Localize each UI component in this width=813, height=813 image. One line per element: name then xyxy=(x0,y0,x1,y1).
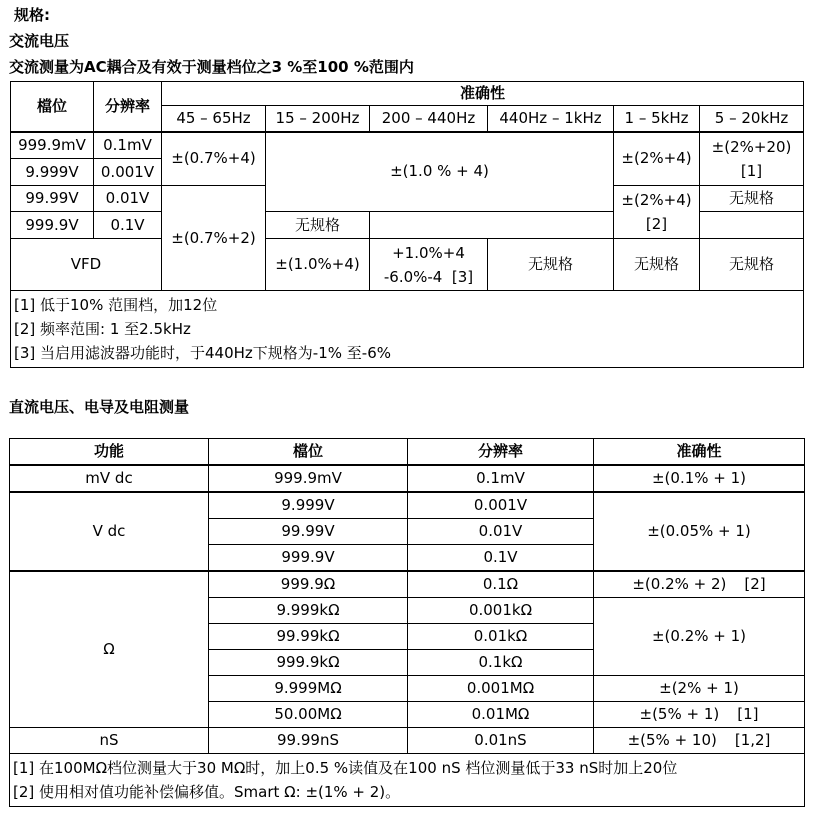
ac-acc-1-5k-high xyxy=(614,186,700,239)
ac-freq-45-65: 45 – 65Hz xyxy=(162,106,266,132)
ac-res-9999v-2: 0.01V xyxy=(94,186,162,212)
ac-vfd-200-440 xyxy=(370,239,488,291)
ac-freq-1-5k: 1 – 5kHz xyxy=(614,106,700,132)
dc-ohm-acc-6-note: [1] xyxy=(737,705,759,723)
dc-v-acc: ±(0.05% + 1) xyxy=(594,492,805,571)
dc-mv-function: mV dc xyxy=(10,465,209,492)
dc-ns-range: 99.99nS xyxy=(209,728,408,754)
dc-header-function: 功能 xyxy=(10,439,209,466)
ac-acc-5-20k-low-note: [1] xyxy=(740,161,763,180)
dc-ohm-acc-6-value: ±(5% + 1) xyxy=(639,705,720,723)
dc-ohm-range-6: 50.00MΩ xyxy=(209,702,408,728)
dc-ohm-range-3: 99.99kΩ xyxy=(209,624,408,650)
ac-range-9999v: 9.999V xyxy=(11,159,94,186)
ac-range-9999v-3: 999.9V xyxy=(11,212,94,239)
ac-acc-1-5k-low: ±(2%+4) xyxy=(614,132,700,186)
ac-header-resolution: 分辨率 xyxy=(94,82,162,132)
dc-ohm-res-2: 0.001kΩ xyxy=(408,598,594,624)
dc-mv-range: 999.9mV xyxy=(209,465,408,492)
ac-range-9999v-2: 99.99V xyxy=(11,186,94,212)
dc-header-range: 檔位 xyxy=(209,439,408,466)
ac-vfd-15-200: ±(1.0%+4) xyxy=(266,239,370,291)
ac-vfd-1-5k: 无规格 xyxy=(614,239,700,291)
ac-note-1: [1] 低于10% 范围档，加12位 xyxy=(14,296,218,314)
dc-ohm-range-4: 999.9kΩ xyxy=(209,650,408,676)
dc-ohm-res-3: 0.01kΩ xyxy=(408,624,594,650)
dc-ohm-acc-1 xyxy=(594,571,805,598)
dc-note-1: [1] 在100MΩ档位测量大于30 MΩ时，加上0.5 %读值及在100 nS 档位测量低于33 nS时加上20位 xyxy=(13,759,678,777)
ac-acc-5-20k-999v: 无规格 xyxy=(266,212,370,239)
dc-v-range-2: 99.99V xyxy=(209,519,408,545)
ac-freq-440-1k: 440Hz – 1kHz xyxy=(488,106,614,132)
ac-acc-5-20k-low-value: ±(2%+20) xyxy=(711,137,792,156)
ac-vfd-label: VFD xyxy=(11,239,162,291)
dc-ns-function: nS xyxy=(10,728,209,754)
dc-mv-res: 0.1mV xyxy=(408,465,594,492)
spec-heading: 规格: xyxy=(14,6,50,24)
ac-acc-5-20k-low xyxy=(700,132,804,186)
ac-freq-15-200: 15 – 200Hz xyxy=(266,106,370,132)
dc-v-res-1: 0.001V xyxy=(408,492,594,519)
ac-notes xyxy=(11,291,804,368)
ac-res-9999v-3: 0.1V xyxy=(94,212,162,239)
ac-header-accuracy: 准确性 xyxy=(162,82,804,106)
ac-acc-1-5k-high-note: [2] xyxy=(645,215,668,233)
dc-ohm-acc-mid: ±(0.2% + 1) xyxy=(594,598,805,676)
ac-acc-45-65-high: ±(0.7%+2) xyxy=(162,186,266,291)
dc-ns-res: 0.01nS xyxy=(408,728,594,754)
dc-note-2: [2] 使用相对值功能补偿偏移值。Smart Ω: ±(1% + 2)。 xyxy=(13,783,401,801)
ac-note-2: [2] 频率范围: 1 至2.5kHz xyxy=(14,320,191,338)
dc-v-function: V dc xyxy=(10,492,209,571)
dc-ohm-range-1: 999.9Ω xyxy=(209,571,408,598)
ac-note-3: [3] 当启用滤波器功能时，于440Hz下规格为-1% 至-6% xyxy=(14,344,391,362)
ac-res-999mv: 0.1mV xyxy=(94,132,162,159)
dc-v-range-1: 9.999V xyxy=(209,492,408,519)
dc-measurement-table xyxy=(9,438,805,807)
ac-res-9999v: 0.001V xyxy=(94,159,162,186)
dc-ohm-acc-5: ±(2% + 1) xyxy=(594,676,805,702)
dc-ohm-acc-1-value: ±(0.2% + 2) xyxy=(632,575,727,593)
dc-header-accuracy: 准确性 xyxy=(594,439,805,466)
dc-notes xyxy=(10,754,805,807)
dc-ns-acc-value: ±(5% + 10) xyxy=(627,731,717,749)
dc-ohm-acc-6 xyxy=(594,702,805,728)
ac-vfd-440-1k: 无规格 xyxy=(488,239,614,291)
ac-voltage-table xyxy=(10,81,804,368)
ac-description: 交流测量为AC耦合及有效于测量档位之3 %至100 %范围内 xyxy=(9,58,414,76)
ac-vfd-200-440-note: [3] xyxy=(451,267,474,286)
ac-freq-5-20k: 5 – 20kHz xyxy=(700,106,804,132)
dc-ns-acc-note: [1,2] xyxy=(734,731,771,749)
ac-vfd-5-20k: 无规格 xyxy=(700,239,804,291)
ac-vfd-200-440-line2-value: -6.0%-4 xyxy=(383,267,443,286)
ac-header-range: 檔位 xyxy=(11,82,94,132)
dc-v-range-3: 999.9V xyxy=(209,545,408,572)
ac-voltage-heading: 交流电压 xyxy=(9,32,70,50)
ac-freq-200-440: 200 – 440Hz xyxy=(370,106,488,132)
dc-section-heading: 直流电压、电导及电阻测量 xyxy=(9,398,190,416)
dc-ohm-res-5: 0.001MΩ xyxy=(408,676,594,702)
dc-ohm-res-6: 0.01MΩ xyxy=(408,702,594,728)
dc-ohm-res-4: 0.1kΩ xyxy=(408,650,594,676)
dc-v-res-3: 0.1V xyxy=(408,545,594,572)
ac-acc-5-20k-99v: 无规格 xyxy=(700,186,804,212)
ac-range-999mv: 999.9mV xyxy=(11,132,94,159)
dc-ohm-function: Ω xyxy=(10,571,209,728)
ac-acc-45-65-low: ±(0.7%+4) xyxy=(162,132,266,186)
ac-vfd-200-440-line2 xyxy=(370,265,487,289)
dc-ns-acc xyxy=(594,728,805,754)
ac-acc-15-1k: ±(1.0 % + 4) xyxy=(266,132,614,212)
dc-header-resolution: 分辨率 xyxy=(408,439,594,466)
dc-ohm-range-5: 9.999MΩ xyxy=(209,676,408,702)
dc-ohm-acc-1-note: [2] xyxy=(744,575,766,593)
dc-mv-acc: ±(0.1% + 1) xyxy=(594,465,805,492)
ac-vfd-200-440-line1: +1.0%+4 xyxy=(392,243,465,262)
dc-ohm-range-2: 9.999kΩ xyxy=(209,598,408,624)
dc-ohm-res-1: 0.1Ω xyxy=(408,571,594,598)
ac-acc-1-5k-high-value: ±(2%+4) xyxy=(621,191,692,209)
dc-v-res-2: 0.01V xyxy=(408,519,594,545)
